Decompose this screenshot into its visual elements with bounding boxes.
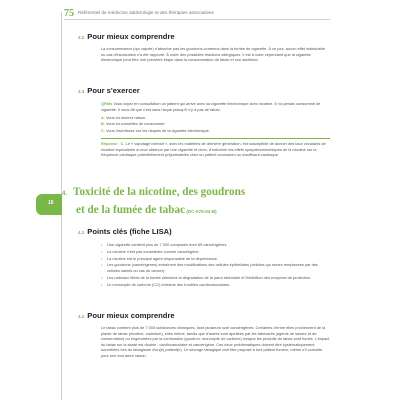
list-item: • La nicotine n'est pas considérée comme cancérigène. — [101, 249, 330, 255]
question-text: Vous voyez en consultation un patient qui arrive avec sa cigarette électronique avec nicotine. Il n'a jamais consommé de cigarette. Il vous dit que c'est sans risque puisqu'il n'y a pas de tabac. — [101, 101, 321, 112]
paragraph: La consommateur (qui vapote) n'absorbe pas les goudrons contenus dans la fumée de cigarette. À ce jour, aucun effet indésirable ou cas d'intoxication n'a été rapporté. À noter des possibles réactions allergiques. Il est à noter cependant que la cigarette électronique peut être une première étape dans la consommation de tabac et son addiction. — [101, 46, 325, 63]
question-label: QRMs — [101, 101, 113, 106]
running-title: Référentiel de médecine addictologie et des thérapies associatives — [78, 10, 214, 15]
page-number: 75 — [64, 8, 74, 19]
list-item: • Le monoxyde de carbone (CO) entraîne des troubles cardiovasculaires. — [101, 282, 330, 288]
paragraph: Le tabac contient plus de 7 000 substances chimiques, dont plusieurs sont cancérigènes. Certaines d'entre elles proviennent de la plante de tabac (nicotine, cadmium), elles même, tandis que d'autres sont ajoutées par les fabricants (agents de saveur et de conservation) ou engendrées par la combustion (goudron, monoxyde de carbone) lorsque les produits du tabac sont fumés. L'impact du tabac sur la santé est double : cardiovasculaire et cancérigène. Ces deux problématiques doivent être systématiquement surveillées lors du tabagisme d'un(e) patient(e). Le sevrage tabagique doit être proposé à tout patient fumeur, même s'il consulte pour une tout autre raison. — [101, 325, 330, 358]
exercise-question — [101, 101, 330, 112]
section-title: Points clés (fiche LISA) — [87, 227, 172, 236]
section-number: 3.3 — [78, 89, 85, 94]
header-rule — [64, 19, 330, 20]
answer-text: : C. Le « vapotage intensif », avec les matériels de dernière génération, est susceptible de donner des taux circulants de nicotine équivalents à ceux obtenus par une cigarette et donc, d'entraîner les effets sympathomimétiques de la nicotine sur la fréquence cardiaque potentiellement préjudiciables chez un patient coronarien ou insuffisant cardiaque. — [101, 141, 326, 158]
section-heading-4-2 — [78, 311, 330, 320]
section-number: 3.2 — [78, 35, 85, 40]
answer-divider — [101, 138, 330, 139]
list-item: • Les radicaux libres de la fumée stimulent la dégradation de la paroi alvéolaire et l'inhibition des enzymes de protection. — [101, 275, 330, 281]
list-item: • La nicotine est le principal agent responsable de la dépendance. — [101, 256, 330, 262]
answer-option-a: A. Vous lui donnez raison. — [101, 115, 147, 120]
title-line-2: et de la fumée de tabac — [76, 204, 186, 216]
section-heading-4-1 — [78, 227, 330, 236]
section-number: 4.1 — [78, 230, 85, 235]
section-number: 4.2 — [78, 314, 85, 319]
section-title: Pour s'exercer — [87, 86, 140, 95]
section-title: Pour mieux comprendre — [87, 32, 175, 41]
title-line-1: Toxicité de la nicotine, des goudrons — [73, 186, 246, 198]
section-title: Pour mieux comprendre — [87, 311, 175, 320]
chapter-tab — [36, 194, 62, 215]
exercise-answer — [101, 141, 330, 158]
chapter-tab-label: 16 — [48, 200, 54, 206]
answer-label: Réponse — [101, 141, 118, 146]
page-header — [0, 0, 400, 24]
chapter-section-title — [62, 184, 342, 220]
reference-code: (DC-075-04-B) — [185, 209, 217, 214]
list-item: • Une cigarette contient plus de 7 000 composés dont 69 cancérigènes. — [101, 242, 330, 248]
list-item: • Les goudrons (cancérigènes) entraînent des modifications des cellules épithéliales (cellules qui seront remplacées par des cellules saines ou cas de cancer). — [101, 262, 330, 273]
answer-option-c: C. Vous l'avertissez sur les risques de la cigarette électronique. — [101, 128, 210, 133]
section-heading-3-3 — [78, 86, 330, 95]
key-points-list — [101, 242, 330, 288]
section-heading-3-2 — [78, 32, 330, 41]
chapter-section-number: 4. — [62, 191, 68, 197]
answer-option-b: B. Vous lui conseillez de consommer. — [101, 121, 166, 126]
